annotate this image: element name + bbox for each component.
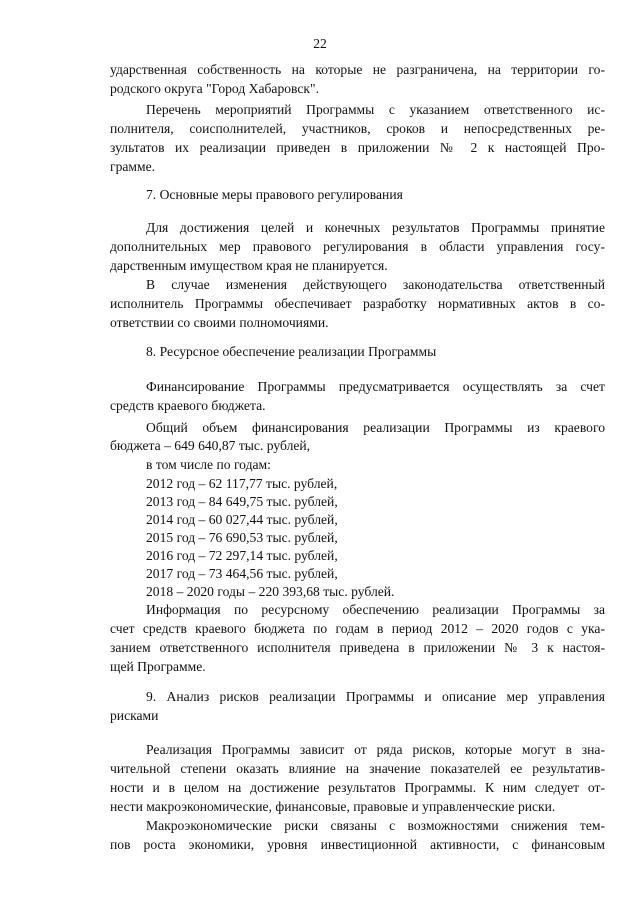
funding-year-line: 2016 год – 72 297,14 тыс. рублей, bbox=[146, 548, 338, 563]
funding-year-line: 2017 год – 73 464,56 тыс. рублей, bbox=[146, 566, 338, 581]
funding-year-line: 2014 год – 60 027,44 тыс. рублей, bbox=[146, 512, 338, 527]
text-line: Финансирование Программы предусматривается осуществлять за счет bbox=[146, 379, 605, 394]
funding-year-line: 2012 год – 62 117,77 тыс. рублей, bbox=[146, 476, 338, 491]
funding-year-line: 2018 – 2020 годы – 220 393,68 тыс. рублей. bbox=[146, 584, 395, 599]
text-line: дарственным имуществом края не планируется. bbox=[110, 258, 388, 273]
text-line: Для достижения целей и конечных результатов Программы принятие bbox=[146, 220, 605, 235]
text-line: чительной степени оказать влияние на значение показателей ее результатив- bbox=[110, 761, 605, 776]
text-line: ности и в целом на достижение результатов Программы. К ним следует от- bbox=[110, 780, 605, 795]
text-line: пов роста экономики, уровня инвестиционной активности, с финансовым bbox=[110, 837, 605, 852]
text-line: Макроэкономические риски связаны с возможностями снижения тем- bbox=[146, 818, 605, 833]
text-line: грамме. bbox=[110, 159, 156, 174]
text-line: дополнительных мер правового регулирования в области управления госу- bbox=[110, 239, 605, 254]
text-line: бюджета – 649 640,87 тыс. рублей, bbox=[110, 438, 311, 453]
funding-year-line: 2013 год – 84 649,75 тыс. рублей, bbox=[146, 494, 338, 509]
text-line: занием ответственного исполнителя приведена в приложении № 3 к настоя- bbox=[110, 640, 605, 655]
text-line: Общий объем финансирования реализации Программы из краевого bbox=[146, 420, 605, 435]
text-line: ударственная собственность на которые не разграничена, на территории го- bbox=[110, 62, 605, 77]
text-line: в том числе по годам: bbox=[146, 457, 271, 472]
text-line: ответствии со своими полномочиями. bbox=[110, 315, 329, 330]
text-line: Перечень мероприятий Программы с указанием ответственного ис- bbox=[146, 102, 605, 117]
section-heading: 9. Анализ рисков реализации Программы и описание мер управления bbox=[146, 689, 605, 704]
text-line: зультатов их реализации приведен в приложении № 2 к настоящей Про- bbox=[110, 140, 605, 155]
page-number: 22 bbox=[313, 36, 327, 51]
funding-year-line: 2015 год – 76 690,53 тыс. рублей, bbox=[146, 530, 338, 545]
text-line: счет средств краевого бюджета по годам в период 2012 – 2020 годов с ука- bbox=[110, 621, 605, 636]
text-line: Реализация Программы зависит от ряда рисков, которые могут в зна- bbox=[146, 742, 605, 757]
text-line: средств краевого бюджета. bbox=[110, 398, 266, 413]
text-line: родского округа "Город Хабаровск". bbox=[110, 81, 319, 96]
section-heading: 7. Основные меры правового регулирования bbox=[146, 187, 403, 202]
text-line: полнителя, соисполнителей, участников, сроков и непосредственных ре- bbox=[110, 121, 605, 136]
section-heading: 8. Ресурсное обеспечение реализации Программы bbox=[146, 344, 437, 359]
text-line: щей Программе. bbox=[110, 659, 206, 674]
text-line: В случае изменения действующего законодательства ответственный bbox=[146, 277, 605, 292]
text-line: нести макроэкономические, финансовые, правовые и управленческие риски. bbox=[110, 799, 556, 814]
text-line: исполнитель Программы обеспечивает разработку нормативных актов в со- bbox=[110, 296, 605, 311]
section-heading-cont: рисками bbox=[110, 708, 159, 723]
text-line: Информация по ресурсному обеспечению реализации Программы за bbox=[146, 602, 605, 617]
